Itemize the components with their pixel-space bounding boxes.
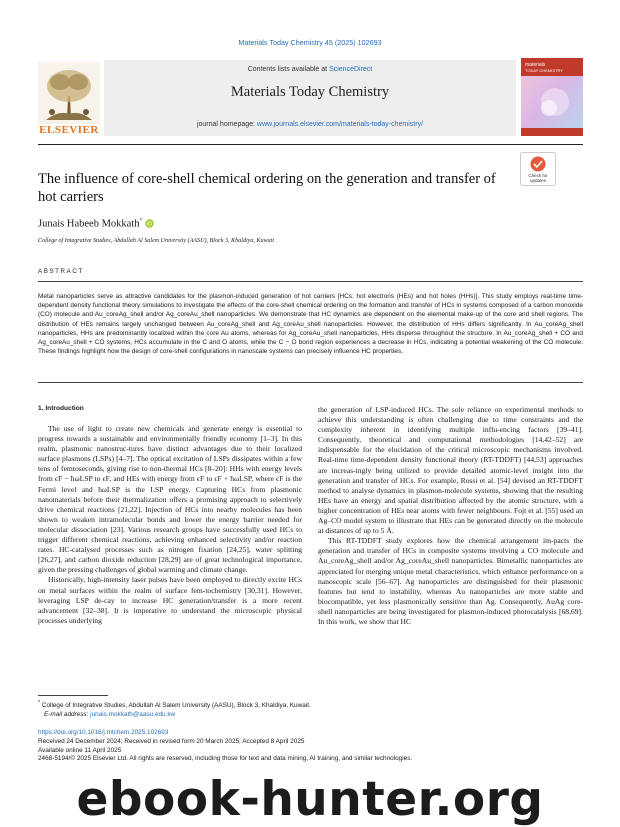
available-online: Available online 11 April 2025 [38, 746, 122, 754]
divider [38, 382, 583, 383]
received-dates: Received 24 December 2024; Received in revised form 20 March 2025; Accepted 8 April 2025 [38, 737, 305, 745]
author-name[interactable]: Junais Habeeb Mokkath [38, 218, 140, 230]
svg-text:iD: iD [147, 221, 153, 228]
copyright: 2468-5194/© 2025 Elsevier Ltd. All rights are reserved, including those for text and data mining, AI training, and similar technologies. [38, 755, 413, 763]
cover-title-line-1: materials [525, 62, 546, 68]
right-column [318, 405, 583, 627]
left-column [38, 424, 302, 626]
affiliation: College of Integrative Studies, Abdullah Al Salem University (AASU), Block 3, Khaldiya, Kuwait [38, 238, 275, 244]
footnote [38, 699, 583, 719]
homepage-prefix: journal homepage: [196, 121, 257, 128]
paragraph: The use of light to create new chemicals and generate energy is essential to progress towards a sustainable and environmentally friendly economy [1–3]. In this realm, plasmonic nanostruc-tures have distinct advantages due to their localized surface plasmons (LSPs) [4–7]. The optical excitation of LSPs dissipates within a few tens of femtoseconds, giving rise to non-thermal HCs [8–20]: HHs with energy levels from ϵF − ħωLSP to ϵF, and HEs with energy from ϵF to ϵF + ħωLSP, where ϵF is the Fermi level and ħωLSP is the LSP energy. Capturing HCs from plasmonic nanomaterials before their thermalization offers a promising approach to selectively drive chemical reactions [21,22]. Injection of HCs into nearby molecules has been shown to weaken intramolecular bonds and lower the energy barrier needed for molecular dissociation [23]. Various research groups have successfully used HCs to trigger different chemical reactions, achieving enhanced selectivity and/or reaction rates. HC-catalysed processes such as nitrogen fixation [24,25], water splitting [26,27], and carbon dioxide reduction [28,29] are of great technological importance, given the pressing challenges of global warming and climate change. [38, 424, 302, 575]
author-line [38, 218, 154, 230]
abstract-heading: ABSTRACT [38, 268, 84, 275]
check-updates-label-2: updates [529, 178, 547, 183]
watermark: ebook-hunter.org [76, 772, 544, 827]
cover-title-line-2: TODAY CHEMISTRY [525, 68, 563, 73]
masthead [38, 58, 583, 145]
paragraph: the generation of LSP-induced HCs. The sole reliance on experimental methods to achieve this understanding is often challenging due to time constraints and the complexity inherent in identifying multiple influ-encing factors [39–41]. Consequently, theoretical and computational methodologies [14,42–52] are indispensable for the elucidation of the critical microscopic mechanisms involved. Real-time time-dependent density functional theory (RT-TDDFT) [44,53] approaches are increas-ingly being utilized to provide detailed atomic-level insight into the generation and transfer of HCs. For example, Rossi et al. [54] devised an RT-TDDFT method to analyse dynamics in plasmon-molecule systems, showing that the resulting HEs have an energy and spatial distribution affected by the atomic structure, with a higher concentration of HEs near atoms with fewer neighbours. Fojt et al. [55] used an Ag–CO model system to illustrate that HEs can be generated directly on the molecule at distances of up to 5 Å. [318, 405, 583, 536]
email-link[interactable]: junais.mokkath@aasu.edu.kw [90, 711, 176, 719]
journal-homepage [104, 121, 516, 128]
footnote-text: College of Integrative Studies, Abdullah Al Salem University (AASU), Block 3, Khaldiya, Kuwait. [41, 702, 311, 710]
divider [38, 281, 583, 282]
elsevier-wordmark: ELSEVIER [39, 124, 99, 136]
check-updates-label: Check for [528, 173, 548, 178]
sciencedirect-link[interactable]: ScienceDirect [329, 66, 373, 73]
paragraph: This RT-TDDFT study explores how the chemical arrangement im-pacts the generation and transfer of HCs in composite systems involving a CO molecule and Au_coreAg_shell and/or Ag_coreAu_shell nanoparticles. Bimetallic nanoparticles are appreciated for merging unique metal characteristics, which enhance performance on a nanoscopic scale [56–67]. Ag nanoparticles are distinguished for their plasmonic features but tend to instability, whereas Au nanoparticles are more stable and biocompatible, yet less plasmonically sensitive than Ag. Consequently, AuAg core-shell nanoparticles are being investigated for plasmon-induced photocatalysis [68,69]. In this work, we show that HC [318, 536, 583, 626]
journal-title: Materials Today Chemistry [230, 84, 390, 100]
paragraph: Historically, high-intensity laser pulses have been employed to directly excite HCs on metal surfaces within the realm of surface fem-tochemistry [30,31]. However, leveraging LSP de-cay to increase HC generation/transfer is a more recent advancement [32–38]. It is imperative to understand the microscopic physical processes underlying [38, 575, 302, 625]
contents-prefix: Contents lists available at [247, 66, 330, 73]
article-title: The influence of core-shell chemical ordering on the generation and transfer of hot carriers [38, 171, 496, 205]
journal-reference[interactable]: Materials Today Chemistry 45 (2025) 102693 [238, 38, 382, 47]
doi-link[interactable]: https://doi.org/10.1016/j.mtchem.2025.102693 [38, 729, 169, 736]
check-for-updates-icon[interactable] [520, 152, 556, 186]
section-heading-introduction: 1. Introduction [38, 405, 84, 412]
contents-line [104, 66, 516, 73]
abstract-text: Metal nanoparticles serve as attractive candidates for the plasmon-induced generation of hot carriers [HCs: hot electrons (HEs) and hot holes (HHs)]. This study employs real-time time-dependent density functional theory simulations to investigate the effects of the core-shell chemical ordering on the formation and transfer of HCs in systems composed of a carbon monoxide (CO) molecule and Au_coreAg_shell and/or Ag_coreAu_shell nanoparticles. We demonstrate that HC dynamics are dependent on the elemental make-up of the core and shell regions. The distribution of HEs remains largely unchanged between Au_coreAg_shell and Ag_coreAu_shell nanoparticles. However, the distribution of HHs differs significantly. In Au_coreAg_shell nanoparticles, HHs are predominantly localized within the core Au atoms, whereas for Ag_coreAu_shell nanoparticles, HHs disperse throughout the structure. In Au_coreAg_shell + CO and Ag_coreAu_shell + CO systems, HCs accumulate in the C and O atoms, while the C − O bond region experiences a decrease in HCs, indicating a potential weakening of the CO molecule. These findings highlight how the design of core-shell configurations in nanoscale systems can precisely influence HC properties. [38, 293, 583, 356]
journal-cover-thumbnail[interactable] [521, 58, 583, 136]
footnote-divider [38, 695, 108, 696]
publication-info [38, 729, 583, 764]
email-label: E-mail address: [44, 711, 91, 719]
author-mark[interactable]: * [139, 218, 143, 224]
homepage-link[interactable]: www.journals.elsevier.com/materials-today-chemistry/ [256, 121, 424, 128]
footnote-mark: * [38, 700, 41, 706]
header-band [104, 60, 516, 136]
orcid-icon[interactable] [145, 219, 154, 228]
